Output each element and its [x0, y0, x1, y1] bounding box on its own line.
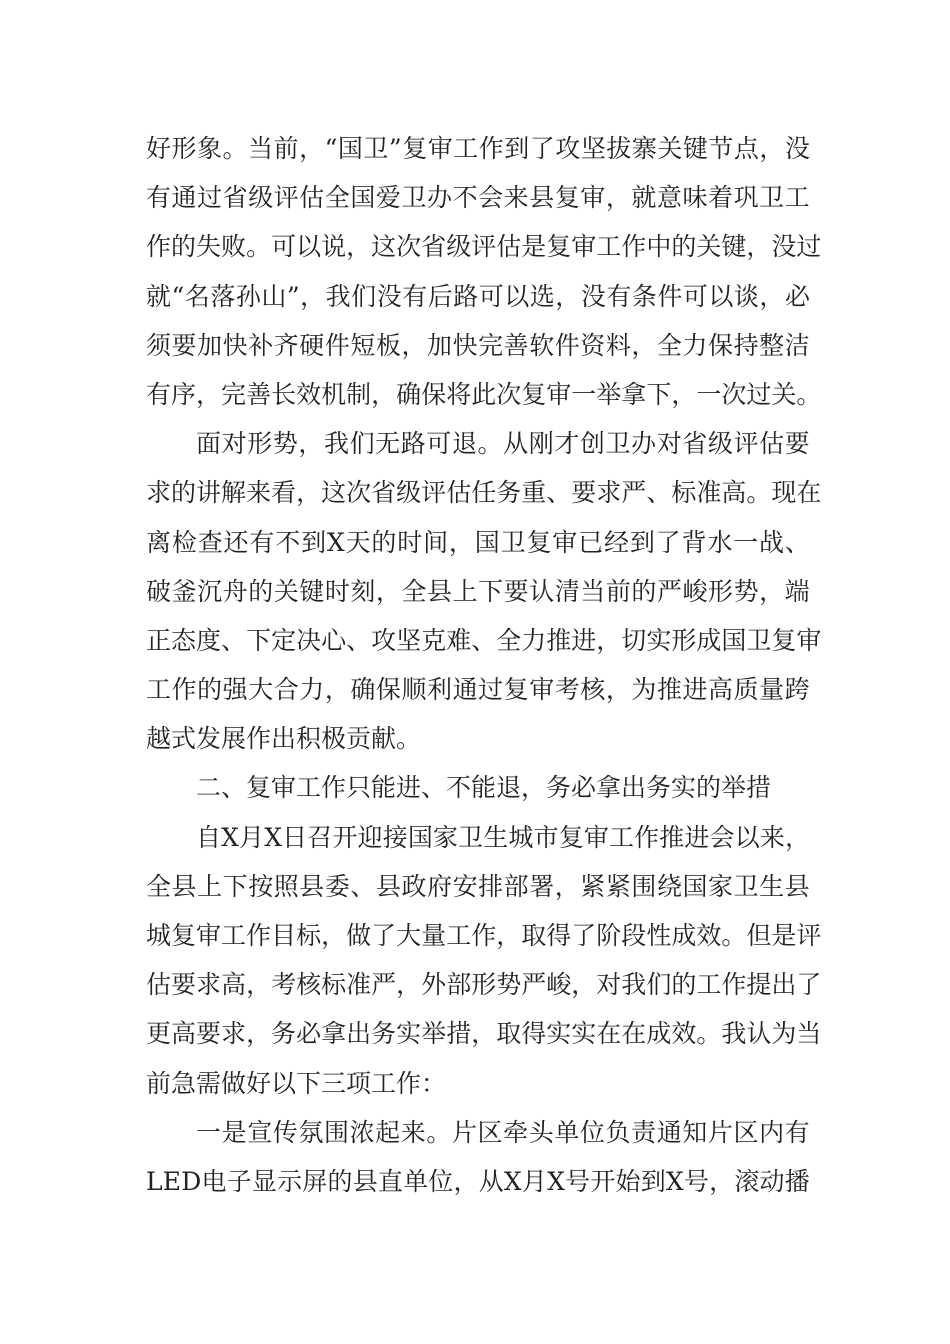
text-line: 求 的 讲 解 来 看 ， 这 次 省 级 评 估 任 务 重 、 要 求 严 、 标 准 高 。 现 在 — [146, 478, 822, 508]
text-line: 估 要 求 高 ， 考 核 标 准 严 ， 外 部 形 势 严 峻 ， 对 我 们 的 工 作 提 出 了 — [146, 970, 822, 1000]
text-line: 正 态 度 、 下 定 决 心 、 攻 坚 克 难 、 全 力 推 进 ， 切 实 形 成 国 卫 复 审 — [146, 625, 822, 655]
text-line: 破 釜 沉 舟 的 关 键 时 刻 ， 全 县 上 下 要 认 清 当 前 的 严 峻 形 势 ， 端 — [146, 576, 810, 606]
text-line: 工 作 的 强 大 合 力 ， 确 保 顺 利 通 过 复 审 考 核 ， 为 推 进 高 质 量 跨 — [146, 675, 810, 705]
text-line: 离 检 查 还 有 不 到 X 天 的 时 间 ， 国 卫 复 审 已 经 到 了 背 水 一 战 、 — [146, 527, 810, 557]
document-body — [146, 124, 822, 1206]
text-line: L E D 电 子 显 示 屏 的 县 直 单 位 ， 从 X 月 X 号 开 始 到 X 号 ， 滚 动 播 — [146, 1166, 810, 1196]
text-line: 有 序 ， 完 善 长 效 机 制 ， 确 保 将 此 次 复 审 一 举 拿 下 ， 一 次 过 关 。 — [146, 379, 822, 409]
text-line: 越式发展作出积极贡献。 — [146, 724, 422, 754]
text-line: 作 的 失 败 。 可 以 说 ， 这 次 省 级 评 估 是 复 审 工 作 中 的 关 键 ， 没 过 — [146, 232, 822, 262]
text-line: 须 要 加 快 补 齐 硬 件 短 板 ， 加 快 完 善 软 件 资 料 ， 全 力 保 持 整 洁 — [146, 330, 810, 360]
text-line: 前急需做好以下三项工作： — [146, 1068, 447, 1098]
text-line: 二、复审工作只能进、不能退，务必拿出务实的举措 — [196, 773, 772, 803]
text-line: 城 复 审 工 作 目 标 ， 做 了 大 量 工 作 ， 取 得 了 阶 段 性 成 效 。 但 是 评 — [146, 921, 822, 950]
text-line: 更 高 要 求 ， 务 必 拿 出 务 实 举 措 ， 取 得 实 实 在 在 成 效 。 我 认 为 当 — [146, 1019, 822, 1049]
text-line: 好 形 象 。 当 前 ， “ 国 卫 ” 复 审 工 作 到 了 攻 坚 拔 寨 关 键 节 点 ， 没 — [146, 134, 810, 163]
text-line: 一 是 宣 传 氛 围 浓 起 来 。 片 区 牵 头 单 位 负 责 通 知 片 区 内 有 — [196, 1117, 810, 1147]
text-line: 全 县 上 下 按 照 县 委 、 县 政 府 安 排 部 署 ， 紧 紧 围 绕 国 家 卫 生 县 — [146, 871, 810, 901]
text-line: 有 通 过 省 级 评 估 全 国 爱 卫 办 不 会 来 县 复 审 ， 就 意 味 着 巩 卫 工 — [146, 183, 810, 213]
text-line: 面 对 形 势 ， 我 们 无 路 可 退 。 从 刚 才 创 卫 办 对 省 级 评 估 要 — [196, 429, 810, 459]
text-line: 自 X 月 X 日 召 开 迎 接 国 家 卫 生 城 市 复 审 工 作 推 进 会 以 来 ， — [196, 822, 810, 852]
text-line: 就 “ 名 落 孙 山 ” ， 我 们 没 有 后 路 可 以 选 ， 没 有 条 件 可 以 谈 ， 必 — [146, 281, 810, 311]
